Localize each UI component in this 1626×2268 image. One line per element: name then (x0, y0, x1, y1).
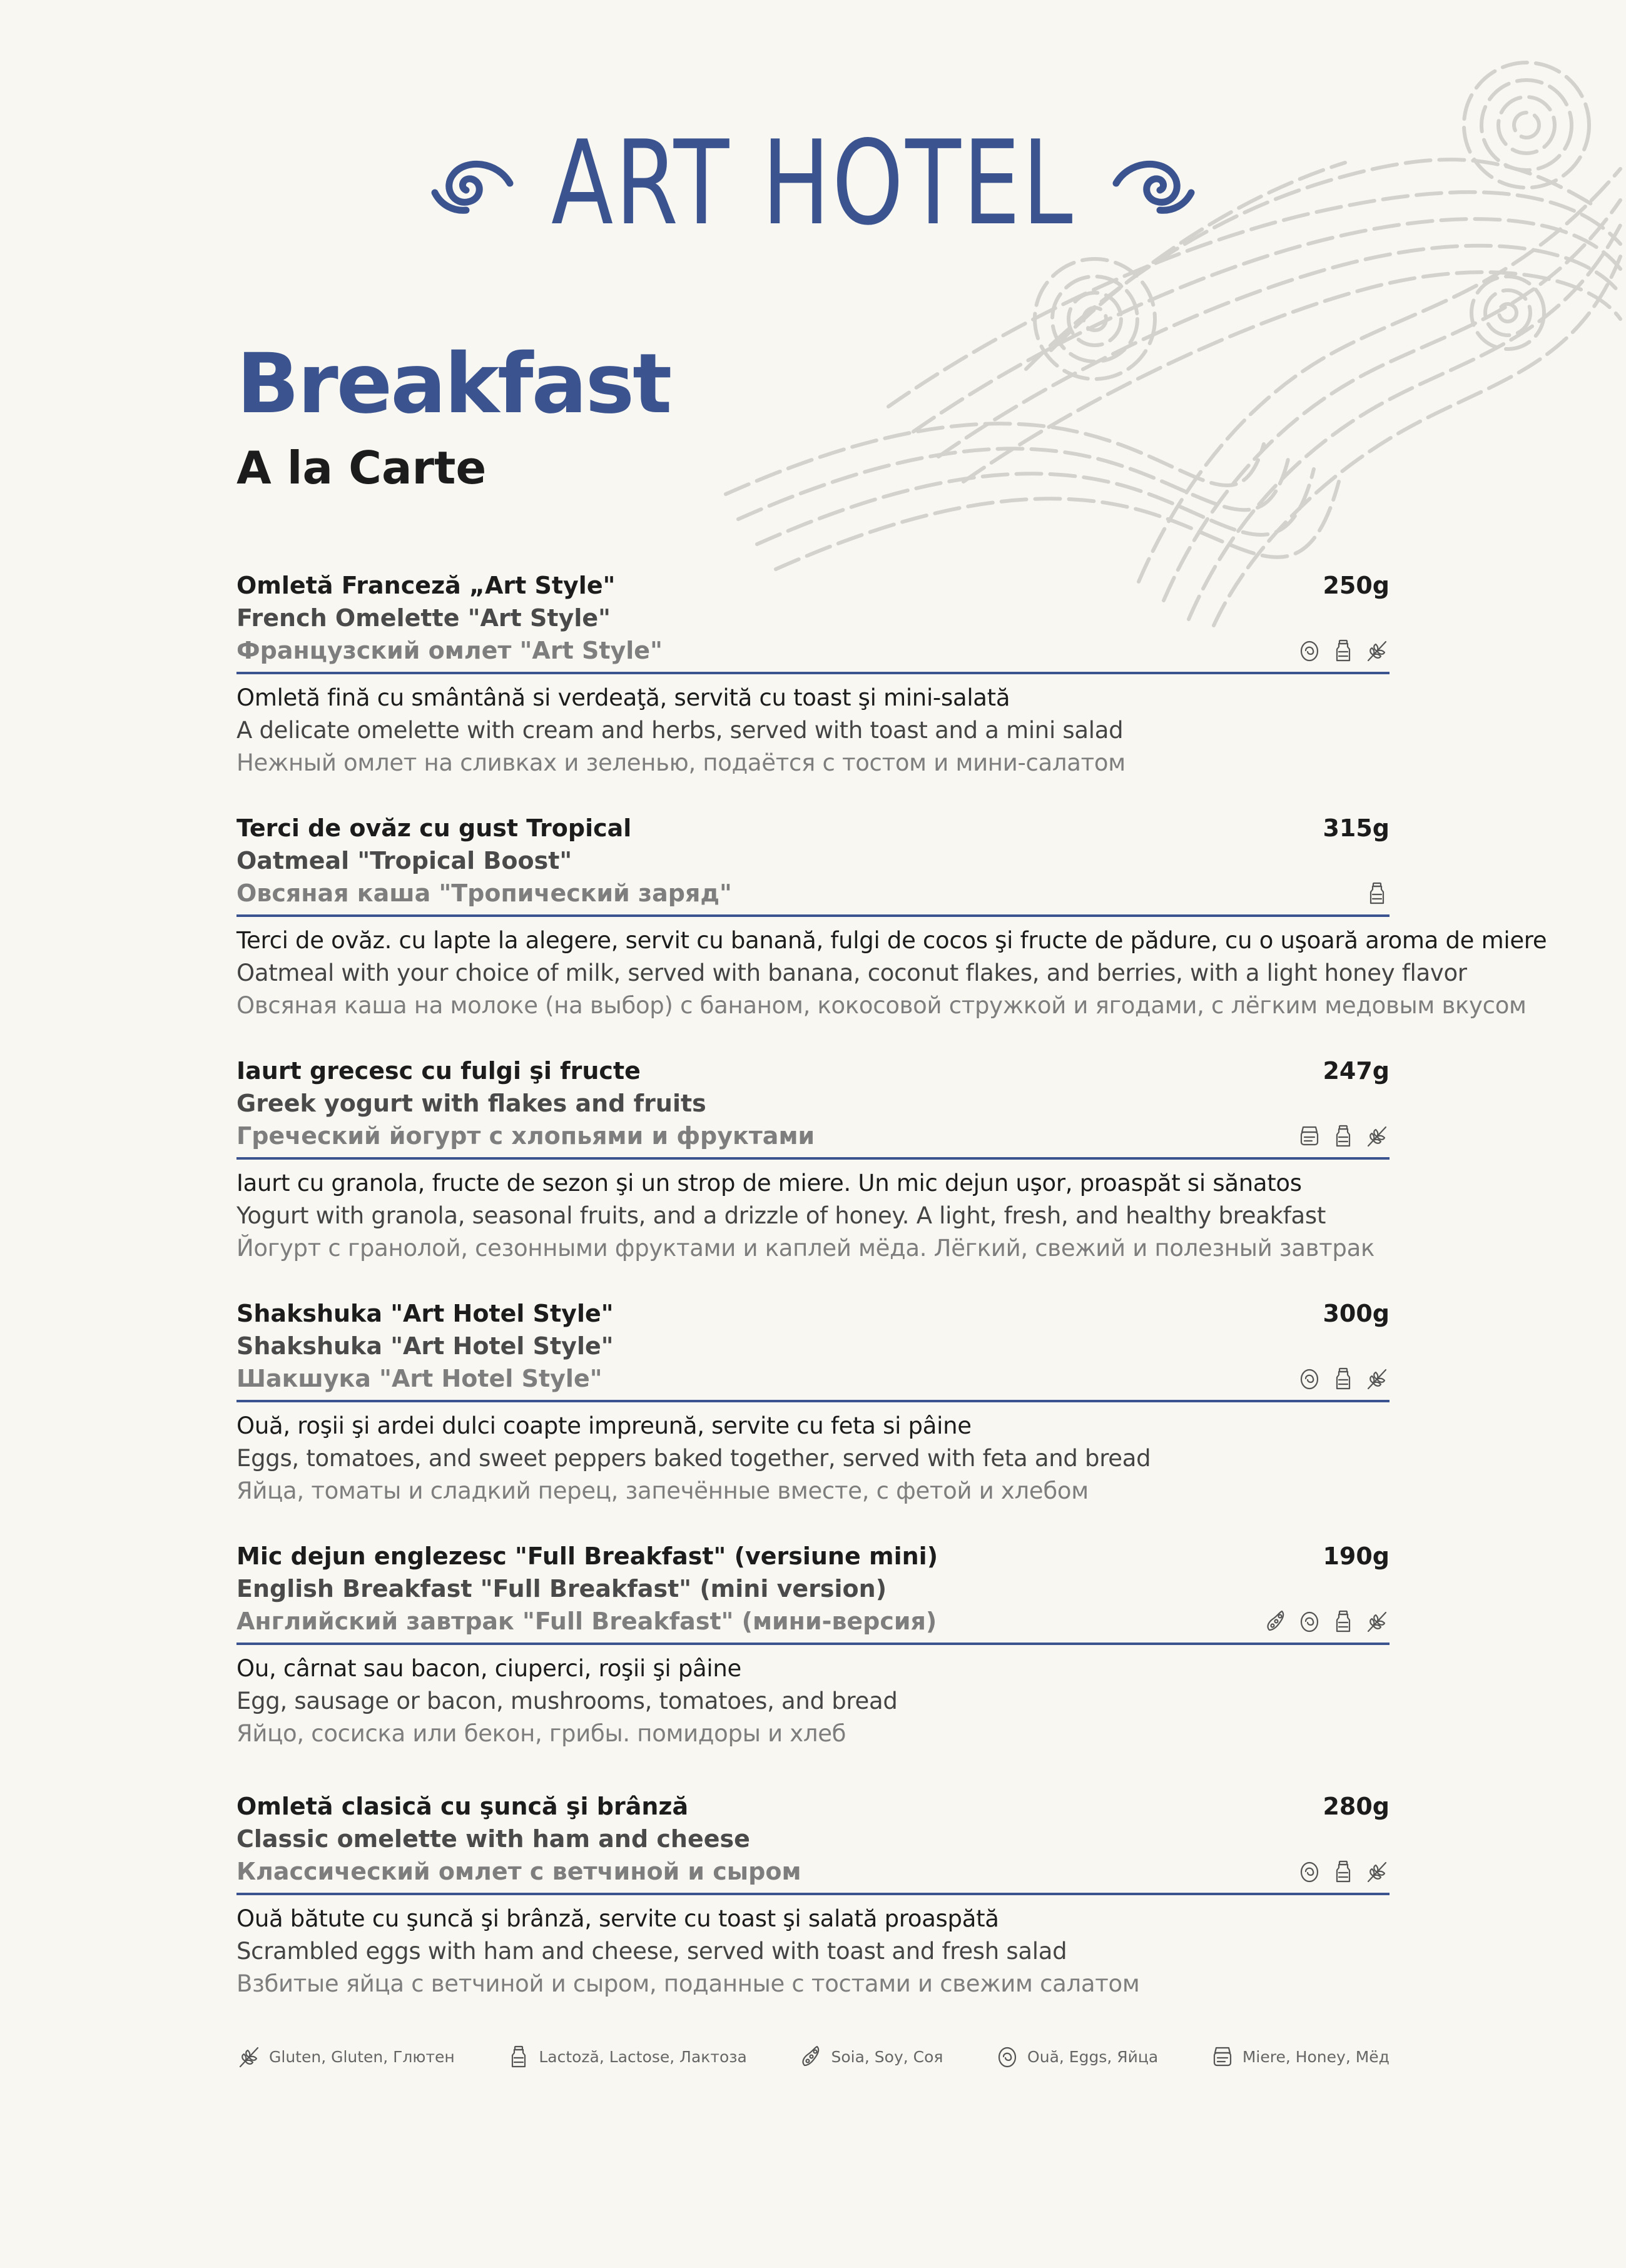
item-desc-ru: Взбитые яйца с ветчиной и сыром, поданные с тостами и свежим салатом (236, 1970, 1140, 1997)
egg-icon (1297, 1366, 1322, 1391)
item-desc-ru: Овсяная каша на молоке (на выбор) с бананом, кокосовой стружкой и ягодами, с лёгким медовым вкусом (236, 992, 1527, 1019)
item-name-ru: Классический омлет с ветчиной и сыром (236, 1858, 801, 1885)
menu-item (236, 1540, 1390, 1790)
gluten-icon (1364, 1366, 1390, 1391)
menu-item (236, 1297, 1390, 1540)
egg-icon (995, 2044, 1020, 2069)
legend-item (995, 2044, 1158, 2069)
item-name-en: French Omelette "Art Style" (236, 604, 611, 632)
item-divider (236, 672, 1390, 674)
item-desc-en: Egg, sausage or bacon, mushrooms, tomatoes, and bread (236, 1688, 898, 1714)
allergen-icons (1297, 1859, 1390, 1884)
item-desc-en: Scrambled eggs with ham and cheese, served with toast and fresh salad (236, 1938, 1067, 1965)
item-desc-ro: Ou, cârnat sau bacon, ciuperci, roşii şi pâine (236, 1655, 742, 1682)
legend-label: Lactoză, Lactose, Лактоза (539, 2047, 747, 2066)
item-desc-en: Eggs, tomatoes, and sweet peppers baked together, served with feta and bread (236, 1445, 1151, 1472)
legend-label: Gluten, Gluten, Глютен (269, 2047, 455, 2066)
lactose-icon (1331, 638, 1356, 663)
wave-ornament-left-icon (429, 149, 516, 218)
menu-items (236, 569, 1547, 2033)
item-name-en: Greek yogurt with flakes and fruits (236, 1090, 706, 1117)
hotel-name: ART HOTEL (551, 115, 1075, 251)
egg-icon (1297, 1859, 1322, 1884)
item-name-ru: Овсяная каша "Тропический заряд" (236, 879, 732, 907)
legend-item (798, 2044, 943, 2069)
gluten-icon (1364, 638, 1390, 663)
allergen-icons (1364, 881, 1390, 906)
lactose-icon (1331, 1859, 1356, 1884)
item-desc-ro: Iaurt cu granola, fructe de sezon şi un strop de miere. Un mic dejun uşor, proaspăt si sănatos (236, 1170, 1302, 1197)
item-divider (236, 914, 1390, 917)
menu-item (236, 1055, 1390, 1297)
item-name-ro: Terci de ovăz cu gust Tropical (236, 814, 632, 842)
item-desc-en: A delicate omelette with cream and herbs, served with toast and a mini salad (236, 717, 1124, 744)
gluten-icon (1364, 1609, 1390, 1634)
item-name-ru: Греческий йогурт с хлопьями и фруктами (236, 1122, 815, 1150)
item-desc-en: Oatmeal with your choice of milk, served with banana, coconut flakes, and berries, with a light honey flavor (236, 959, 1467, 986)
gluten-icon (236, 2044, 262, 2069)
item-desc-ro: Omletă fină cu smântână si verdeaţă, servită cu toast şi mini-salată (236, 684, 1010, 711)
allergen-icons (1263, 1609, 1390, 1634)
item-name-en: Shakshuka "Art Hotel Style" (236, 1332, 614, 1360)
legend-label: Miere, Honey, Мёд (1242, 2047, 1390, 2066)
item-name-en: English Breakfast "Full Breakfast" (mini version) (236, 1575, 887, 1602)
allergen-icons (1297, 1123, 1390, 1148)
item-divider (236, 1157, 1390, 1160)
item-name-en: Oatmeal "Tropical Boost" (236, 847, 572, 874)
wave-ornament-right-icon (1110, 149, 1197, 218)
item-divider (236, 1400, 1390, 1402)
item-name-en: Classic omelette with ham and cheese (236, 1825, 750, 1853)
item-weight: 300g (1323, 1300, 1390, 1327)
allergen-legend (236, 2044, 1390, 2069)
item-desc-ru: Яйцо, сосиска или бекон, грибы. помидоры и хлеб (236, 1720, 846, 1747)
item-name-ru: Шакшука "Art Hotel Style" (236, 1365, 602, 1392)
item-desc-ro: Terci de ovăz. cu lapte la alegere, servit cu banană, fulgi de cocos şi fructe de pădure, cu o uşoară aroma de miere (236, 927, 1547, 954)
item-desc-en: Yogurt with granola, seasonal fruits, and a drizzle of honey. A light, fresh, and healthy breakfast (236, 1202, 1326, 1229)
honey-icon (1297, 1123, 1322, 1148)
item-name-ro: Iaurt grecesc cu fulgi şi fructe (236, 1057, 641, 1085)
item-weight: 280g (1323, 1793, 1390, 1820)
item-desc-ro: Ouă bătute cu şuncă şi brânză, servite cu toast şi salată proaspătă (236, 1905, 999, 1932)
lactose-icon (1364, 881, 1390, 906)
item-weight: 250g (1323, 572, 1390, 599)
item-name-ru: Французский омлет "Art Style" (236, 637, 663, 664)
allergen-icons (1297, 638, 1390, 663)
gluten-icon (1364, 1123, 1390, 1148)
egg-icon (1297, 638, 1322, 663)
legend-item (1210, 2044, 1390, 2069)
honey-icon (1210, 2044, 1235, 2069)
hotel-logo (0, 115, 1626, 251)
page-title: Breakfast (236, 336, 671, 432)
item-desc-ro: Ouă, roşii şi ardei dulci coapte impreună, servite cu feta si pâine (236, 1412, 972, 1439)
soy-icon (798, 2044, 823, 2069)
item-weight: 247g (1323, 1057, 1390, 1085)
page-subtitle: A la Carte (236, 442, 487, 494)
lactose-icon (1331, 1366, 1356, 1391)
lactose-icon (506, 2044, 531, 2069)
item-divider (236, 1893, 1390, 1895)
menu-item (236, 812, 1547, 1055)
allergen-icons (1297, 1366, 1390, 1391)
item-name-ro: Omletă clasică cu şuncă şi brânză (236, 1793, 689, 1820)
legend-item (506, 2044, 747, 2069)
legend-label: Ouă, Eggs, Яйца (1027, 2047, 1159, 2066)
item-weight: 190g (1323, 1542, 1390, 1570)
menu-item (236, 569, 1390, 812)
lactose-icon (1331, 1609, 1356, 1634)
item-desc-ru: Йогурт с гранолой, сезонными фруктами и каплей мёда. Лёгкий, свежий и полезный завтрак (236, 1235, 1375, 1262)
soy-icon (1263, 1609, 1288, 1634)
item-name-ro: Omletă Franceză „Art Style" (236, 572, 616, 599)
item-name-ru: Английский завтрак "Full Breakfast" (мини-версия) (236, 1607, 937, 1635)
legend-item (236, 2044, 455, 2069)
item-divider (236, 1643, 1390, 1645)
legend-label: Soia, Soy, Соя (831, 2047, 943, 2066)
menu-item (236, 1790, 1390, 2033)
item-desc-ru: Нежный омлет на сливках и зеленью, подаётся с тостом и мини-салатом (236, 749, 1125, 776)
item-name-ro: Mic dejun englezesc "Full Breakfast" (versiune mini) (236, 1542, 938, 1570)
gluten-icon (1364, 1859, 1390, 1884)
item-weight: 315g (1323, 814, 1390, 842)
item-desc-ru: Яйца, томаты и сладкий перец, запечённые вместе, с фетой и хлебом (236, 1477, 1089, 1504)
egg-icon (1297, 1609, 1322, 1634)
lactose-icon (1331, 1123, 1356, 1148)
item-name-ro: Shakshuka "Art Hotel Style" (236, 1300, 614, 1327)
